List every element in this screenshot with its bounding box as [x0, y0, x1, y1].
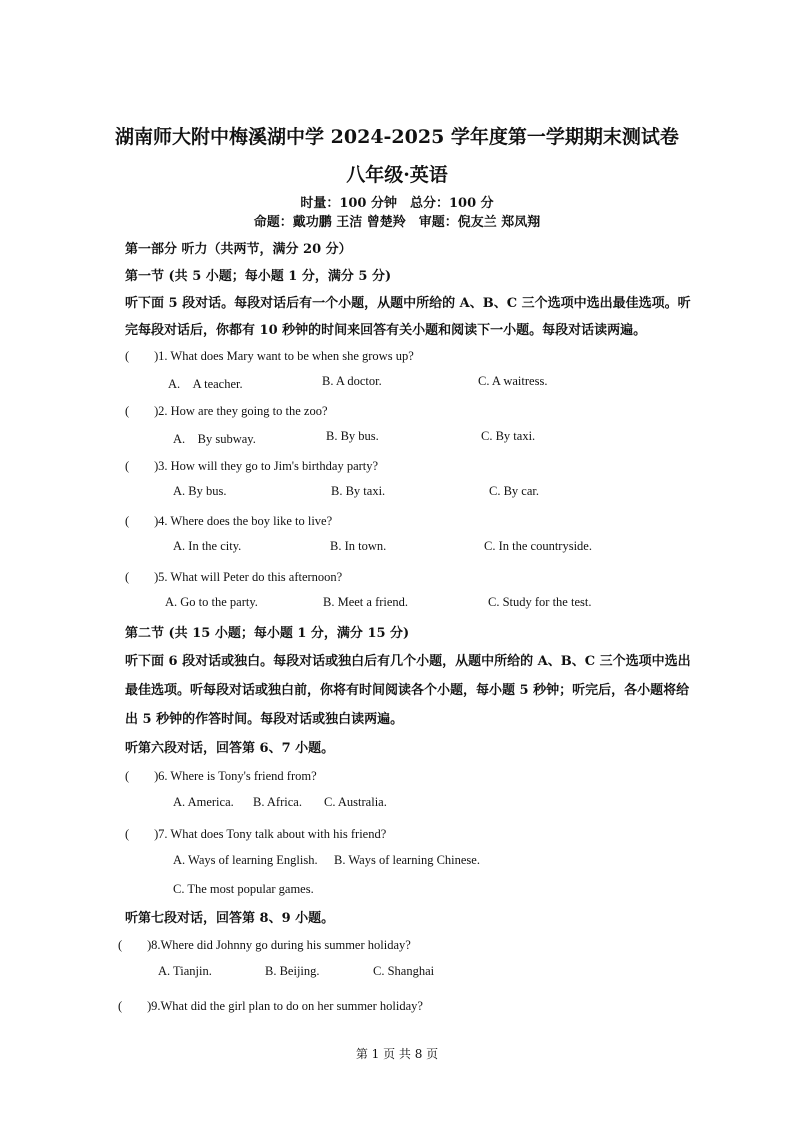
option-b: B. Meet a friend. [323, 595, 409, 609]
answer-bracket[interactable]: ( ) [118, 999, 152, 1013]
option-a: A. In the city. [173, 539, 242, 553]
section1-instruction-2: 完每段对话后，你都有 10 秒钟的时间来回答有关小题和阅读下一小题。每段对话读两遍。 [125, 323, 647, 338]
question-7 [125, 824, 386, 842]
option-b: B. By taxi. [331, 484, 386, 498]
question-text: 8.Where did Johnny go during his summer holiday? [151, 938, 411, 952]
option-b: B. A doctor. [322, 374, 382, 388]
answer-bracket[interactable]: ( ) [125, 404, 159, 418]
option-a: A. Ways of learning English. [173, 853, 318, 867]
option-b: B. Beijing. [265, 964, 320, 978]
option-b: B. In town. [330, 539, 387, 553]
option-c: C. A waitress. [478, 374, 548, 388]
question-text: 5. What will Peter do this afternoon? [158, 570, 343, 584]
time-score: 时量：100 分钟 总分：100 分 [300, 196, 494, 211]
option-b: B. By bus. [326, 429, 379, 443]
question-1 [125, 346, 414, 364]
option-c: C. The most popular games. [173, 882, 314, 896]
authors: 命题：戴功鹏 王洁 曾楚羚 审题：倪友兰 郑凤翔 [253, 215, 541, 230]
exam-title: 湖南师大附中梅溪湖中学 2024-2025 学年度第一学期期末测试卷 [115, 126, 679, 148]
option-a: A. By subway. [173, 432, 256, 446]
section2-instruction-2: 最佳选项。听每段对话或独白前，你将有时间阅读各个小题，每小题 5 秒钟；听完后，各小题将给 [125, 683, 690, 698]
option-a: A. A teacher. [168, 377, 243, 391]
section2-instruction-3: 出 5 秒钟的作答时间。每段对话或独白读两遍。 [125, 712, 404, 727]
section2-instruction-1: 听下面 6 段对话或独白。每段对话或独白后有几个小题，从题中所给的 A、B、C 三个选项中选出 [125, 654, 691, 669]
answer-bracket[interactable]: ( ) [125, 827, 159, 841]
option-c: C. By taxi. [481, 429, 536, 443]
section2-heading: 第二节 (共 15 小题；每小题 1 分，满分 15 分) [125, 626, 410, 641]
dialog7-instruction: 听第七段对话，回答第 8、9 小题。 [125, 911, 335, 926]
section1-instruction-1: 听下面 5 段对话。每段对话后有一个小题，从题中所给的 A、B、C 三个选项中选出最佳选项。听 [125, 296, 691, 311]
question-text: 9.What did the girl plan to do on her summer holiday? [151, 999, 423, 1013]
option-c: C. Shanghai [373, 964, 435, 978]
question-text: 7. What does Tony talk about with his friend? [158, 827, 387, 841]
page-number: 第 1 页 共 8 页 [355, 1047, 439, 1061]
question-5 [125, 567, 342, 585]
answer-bracket[interactable]: ( ) [125, 570, 159, 584]
question-text: 1. What does Mary want to be when she grows up? [158, 349, 414, 363]
part1-heading: 第一部分 听力（共两节，满分 20 分） [125, 242, 352, 257]
question-3 [125, 456, 378, 474]
exam-subtitle: 八年级·英语 [346, 164, 448, 186]
dialog6-instruction: 听第六段对话，回答第 6、7 小题。 [125, 741, 335, 756]
option-a: A. America. [173, 795, 234, 809]
question-text: 2. How are they going to the zoo? [158, 404, 328, 418]
option-b: B. Africa. [253, 795, 302, 809]
option-a: A. Tianjin. [158, 964, 212, 978]
question-text: 3. How will they go to Jim's birthday party? [158, 459, 379, 473]
question-6 [125, 766, 317, 784]
section1-heading: 第一节 (共 5 小题；每小题 1 分，满分 5 分) [125, 269, 392, 284]
answer-bracket[interactable]: ( ) [125, 459, 159, 473]
option-c: C. Study for the test. [488, 595, 592, 609]
question-8 [118, 935, 411, 953]
question-4 [125, 511, 332, 529]
option-a: A. By bus. [173, 484, 227, 498]
question-9 [118, 996, 423, 1014]
answer-bracket[interactable]: ( ) [125, 514, 159, 528]
question-text: 6. Where is Tony's friend from? [158, 769, 317, 783]
answer-bracket[interactable]: ( ) [118, 938, 152, 952]
answer-bracket[interactable]: ( ) [125, 769, 159, 783]
option-a: A. Go to the party. [165, 595, 258, 609]
option-c: C. In the countryside. [484, 539, 592, 553]
answer-bracket[interactable]: ( ) [125, 349, 159, 363]
question-text: 4. Where does the boy like to live? [158, 514, 333, 528]
option-b: B. Ways of learning Chinese. [334, 853, 480, 867]
question-2 [125, 401, 328, 419]
option-c: C. Australia. [324, 795, 387, 809]
option-c: C. By car. [489, 484, 539, 498]
